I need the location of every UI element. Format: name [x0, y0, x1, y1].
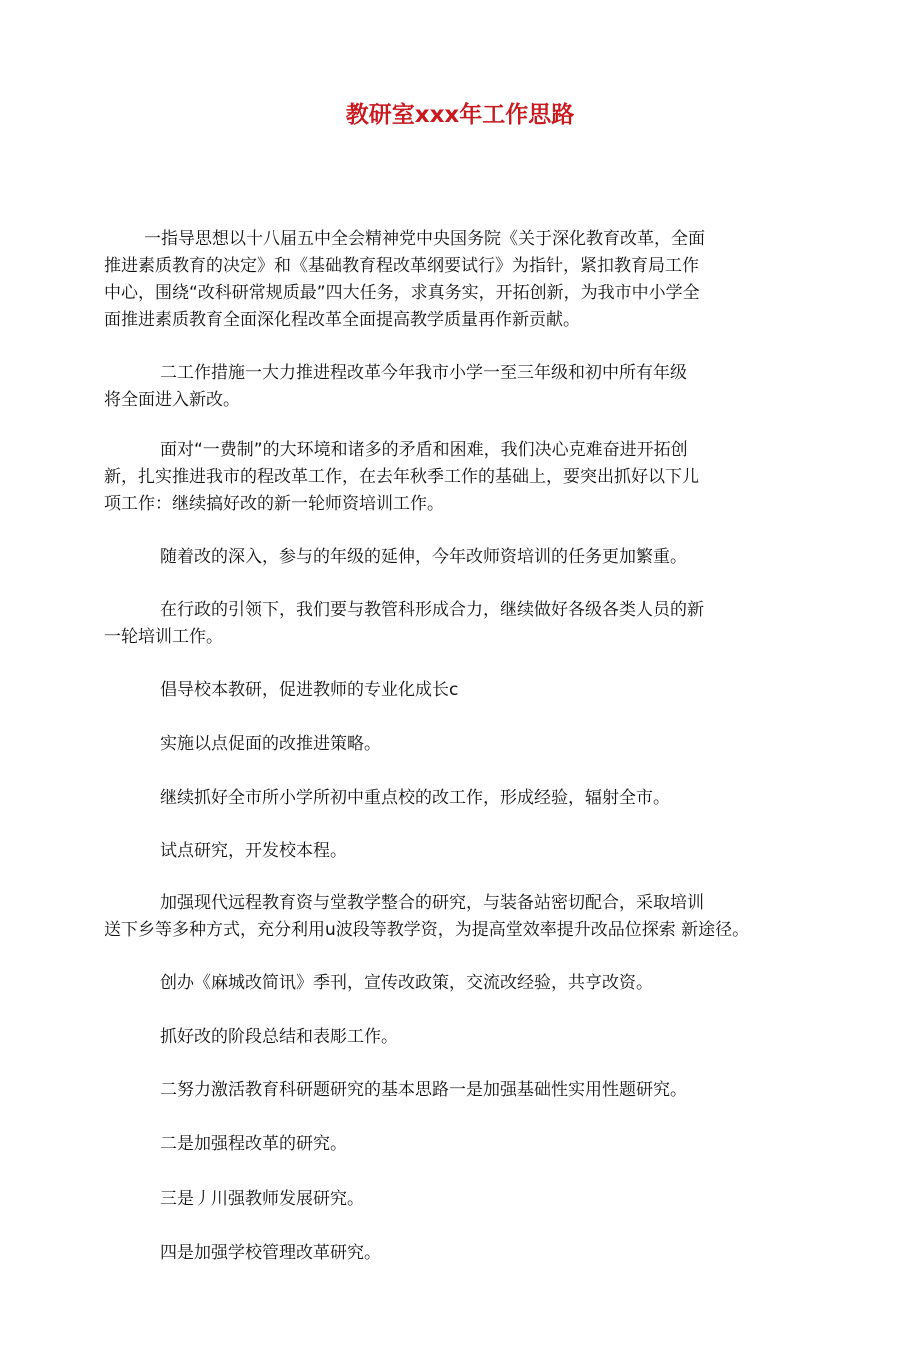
paragraph-line: 加强现代远程教育资与堂教学整合的研究，与装备站密切配合，采取培训	[160, 893, 704, 913]
paragraph-line: 试点研究，开发校本程。	[160, 841, 347, 861]
paragraph-line: 二努力激活教育科研题研究的基本思路一是加强基础性实用性题研究。	[160, 1080, 687, 1100]
paragraph-line: 继续抓好全市所小学所初中重点校的改工作，形成经验，辐射全市。	[160, 788, 670, 808]
paragraph-line: 送下乡等多种方式，充分利用u波段等教学资，为提高堂效率提升改品位探索 新途径。	[104, 920, 750, 940]
document-title: 教研室xxx年工作思路	[345, 102, 575, 128]
paragraph-strategy	[104, 731, 794, 758]
paragraph-line: 三是丿川强教师发展研究。	[160, 1189, 364, 1209]
paragraph-line: 倡导校本教研，促进教师的专业化成长c	[160, 680, 459, 700]
paragraph-administration	[104, 597, 794, 651]
paragraph-line: 二是加强程改革的研究。	[160, 1134, 347, 1154]
paragraph-line: 一轮培训工作。	[104, 627, 223, 647]
paragraph-line: 实施以点促面的改推进策略。	[160, 734, 381, 754]
paragraph-guiding-ideology	[104, 226, 794, 334]
paragraph-line: 四是加强学校管理改革研究。	[160, 1243, 381, 1263]
paragraph-training-tasks	[104, 544, 794, 571]
paragraph-line: 在行政的引领下，我们要与教管科形成合力，继续做好各级各类人员的新	[160, 600, 704, 620]
paragraph-line: 面对“一费制”的大环境和诸多的矛盾和困难，我们决心克难奋进开拓创	[160, 440, 688, 460]
paragraph-line: 随着改的深入，参与的年级的延伸，今年改师资培训的任务更加繁重。	[160, 547, 687, 567]
paragraph-line: 中心，围绕“改科研常规质最”四大任务，求真务实，开拓创新，为我市中小学全	[104, 283, 700, 303]
paragraph-line: 面推进素质教育全面深化程改革全面提高教学质量再作新贡献。	[104, 310, 580, 330]
paragraph-challenges	[104, 437, 794, 518]
paragraph-remote-education	[104, 890, 794, 944]
paragraph-line: 抓好改的阶段总结和表彫工作。	[160, 1027, 398, 1047]
paragraph-line: 一指导思想以十八届五中全会精神党中央国务院《关于深化教育改革，全面	[144, 229, 705, 249]
paragraph-research-topics	[104, 1077, 794, 1104]
paragraph-newsletter	[104, 970, 794, 997]
paragraph-key-schools	[104, 785, 794, 812]
paragraph-curriculum-reform	[104, 1131, 794, 1158]
paragraph-school-management	[104, 1240, 794, 1267]
paragraph-summary-commendation	[104, 1024, 794, 1051]
paragraph-line: 二工作措施一大力推进程改革今年我市小学一至三年级和初中所有年级	[160, 363, 687, 383]
paragraph-line: 推进素质教育的决定》和《基础教育程改革纲要试行》为指针，紧扣教育局工作	[104, 256, 699, 276]
paragraph-line: 新，扎实推进我市的程改革工作，在去年秋季工作的基础上，要突出抓好以下儿	[104, 467, 699, 487]
paragraph-line: 项工作：继续搞好改的新一轮师资培训工作。	[104, 494, 444, 514]
paragraph-teacher-development	[104, 1186, 794, 1213]
paragraph-school-research	[104, 677, 794, 704]
paragraph-line: 创办《麻城改简讯》季刊，宣传改政策，交流改经验，共亨改资。	[160, 973, 653, 993]
paragraph-line: 将全面进入新改。	[104, 390, 240, 410]
paragraph-work-measures	[104, 360, 794, 414]
paragraph-pilot-research	[104, 838, 794, 865]
